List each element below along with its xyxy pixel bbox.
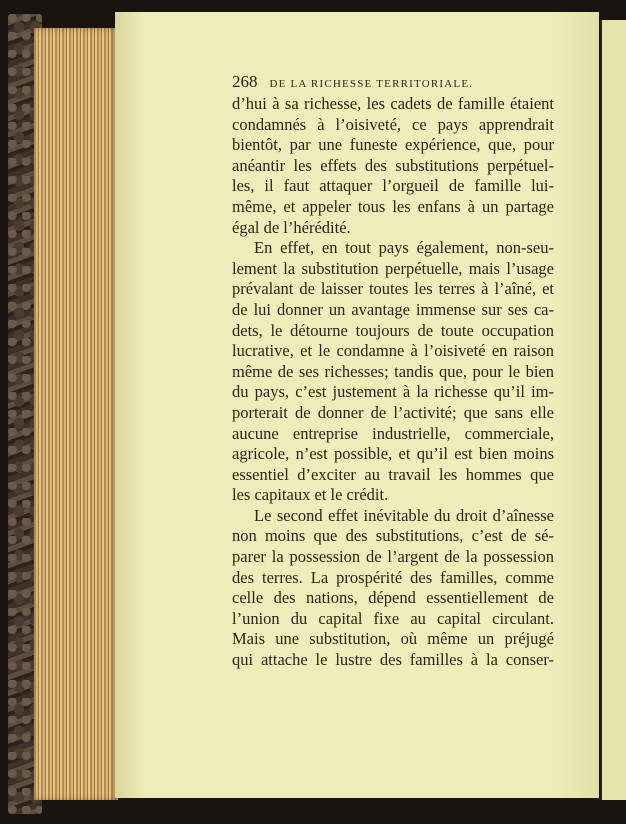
text-line: essentiel d’exciter au travail les hommes que — [232, 464, 554, 484]
text-line: de lui donner un avantage immense sur ses ca- — [232, 299, 554, 319]
body-text — [232, 94, 554, 671]
facing-page-edge — [600, 20, 626, 800]
text-line: prévalant de laisser toutes les terres à l’aîné, et — [232, 279, 554, 299]
running-head: DE LA RICHESSE TERRITORIALE. — [269, 78, 474, 90]
text-line: les capitaux et le crédit. — [232, 485, 389, 505]
text-line: des terres. La prospérité des familles, comme — [232, 567, 554, 587]
text-line: qui attache le lustre des familles à la conser- — [232, 650, 554, 670]
text-line: les, il faut attaquer l’orgueil de famille lui- — [232, 176, 554, 196]
text-line: non moins que des substitutions, c’est de sé- — [232, 526, 554, 546]
text-line: bientôt, par une funeste expérience, que, pour — [232, 135, 554, 155]
text-line: aucune entreprise industrielle, commerciale, — [232, 423, 554, 443]
text-line: porterait de donner de l’activité; que sans elle — [232, 402, 554, 422]
page-text — [232, 72, 554, 671]
text-line: même, et appeler tous les enfans à un partage — [232, 196, 554, 216]
text-line: égal de l’hérédité. — [232, 217, 351, 237]
text-line: celle des nations, dépend essentiellement de — [232, 588, 554, 608]
page-edges — [34, 28, 118, 800]
text-line: Le second effet inévitable du droit d’aînesse — [254, 505, 554, 525]
page-number: 268 — [232, 72, 258, 91]
text-line: anéantir les effets des substitutions perpétuel- — [232, 155, 554, 175]
text-line: l’union du capital fixe au capital circulant. — [232, 608, 554, 628]
text-line: dets, le détourne toujours de toute occupation — [232, 320, 554, 340]
text-line: En effet, en tout pays également, non-seu- — [254, 238, 554, 258]
text-line: d’hui à sa richesse, les cadets de famille étaient — [232, 94, 554, 113]
text-line: parer la possession de l’argent de la possession — [232, 547, 554, 567]
text-line: Mais une substitution, où même un préjugé — [232, 629, 554, 649]
running-header — [232, 72, 554, 94]
text-line: même de ses richesses; tandis que, pour le bien — [232, 361, 554, 381]
text-line: agricole, n’est possible, et qu’il est bien moins — [232, 444, 554, 464]
text-line: condamnés à l’oisiveté, ce pays apprendrait — [232, 114, 554, 134]
text-line: lement la substitution perpétuelle, mais l’usage — [232, 258, 554, 278]
text-line: lucrative, et le condamne à l’oisiveté en raison — [232, 341, 554, 361]
text-line: du pays, c’est justement à la richesse qu’il im- — [232, 382, 554, 402]
